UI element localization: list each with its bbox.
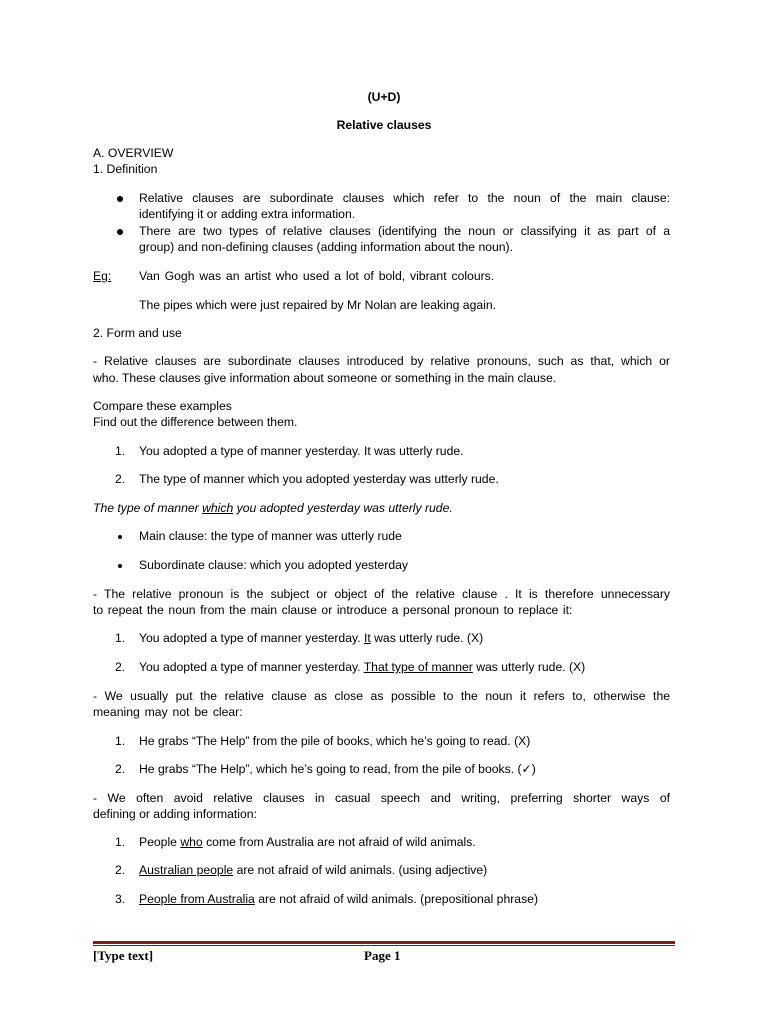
bullet-icon xyxy=(117,196,125,204)
subsection-heading: 2. Form and use xyxy=(93,326,182,340)
list-number: 1. xyxy=(115,631,126,645)
definition-bullet-1-line-1: Relative clauses are subordinate clauses which refer to the noun of the main clause: xyxy=(139,191,670,205)
list-item: You adopted a type of manner yesterday. It was utterly rude. (X) xyxy=(139,631,484,645)
eg-label: Eg: xyxy=(93,269,112,283)
main-clause: Main clause: the type of manner was utterly rude xyxy=(139,529,402,543)
doc-code: (U+D) xyxy=(367,90,401,104)
footer-rule xyxy=(93,941,675,944)
list-number: 2. xyxy=(115,660,126,674)
page-number: Page 1 xyxy=(364,948,401,963)
page-title: Relative clauses xyxy=(336,118,432,132)
pronoun-paragraph-line-1: - The relative pronoun is the subject or object of the relative clause . It is therefore unnecessary xyxy=(93,587,670,601)
definition-bullet-2-line-1: There are two types of relative clauses (identifying the noun or classifying it as part of a xyxy=(139,224,670,238)
subordinate-clause: Subordinate clause: which you adopted yesterday xyxy=(139,558,408,572)
list-number: 2. xyxy=(115,472,126,486)
close-paragraph-line-1: - We usually put the relative clause as close as possible to the noun it refers to, otherwise the xyxy=(93,689,670,703)
list-number: 2. xyxy=(115,762,126,776)
compare-line-1: Compare these examples xyxy=(93,399,232,413)
list-item: People who come from Australia are not afraid of wild animals. xyxy=(139,835,476,849)
list-number: 1. xyxy=(115,835,126,849)
list-item: He grabs “The Help”, which he’s going to read, from the pile of books. (✓) xyxy=(139,762,536,776)
compare-line-2: Find out the difference between them. xyxy=(93,415,298,429)
footer-placeholder: [Type text] xyxy=(93,948,154,963)
close-paragraph-line-2: meaning may not be clear: xyxy=(93,705,243,719)
bullet-icon xyxy=(117,229,125,237)
avoid-paragraph-line-2: defining or adding information: xyxy=(93,807,257,821)
list-number: 1. xyxy=(115,734,126,748)
pronoun-paragraph-line-2: to repeat the noun from the main clause or introduce a personal pronoun to replace it: xyxy=(93,603,573,617)
example-1: Van Gogh was an artist who used a lot of bold, vibrant colours. xyxy=(139,269,495,283)
list-number: 3. xyxy=(115,892,126,906)
italic-example: The type of manner which you adopted yesterday was utterly rude. xyxy=(93,501,453,515)
subsection-heading: 1. Definition xyxy=(93,162,158,176)
list-item: People from Australia are not afraid of wild animals. (prepositional phrase) xyxy=(139,892,539,906)
section-heading: A. OVERVIEW xyxy=(93,146,174,160)
list-item: Australian people are not afraid of wild animals. (using adjective) xyxy=(139,863,488,877)
bullet-icon xyxy=(118,535,122,539)
list-item: The type of manner which you adopted yesterday was utterly rude. xyxy=(139,472,499,486)
form-paragraph-line-2: who. These clauses give information about someone or something in the main clause. xyxy=(93,371,557,385)
bullet-icon xyxy=(118,564,122,568)
avoid-paragraph-line-1: - We often avoid relative clauses in casual speech and writing, preferring shorter ways of xyxy=(93,791,670,805)
list-item: You adopted a type of manner yesterday. That type of manner was utterly rude. (X) xyxy=(139,660,586,674)
footer-rule-thin xyxy=(93,945,675,946)
definition-bullet-2-line-2: group) and non-defining clauses (adding information about the noun). xyxy=(139,240,514,254)
list-item: You adopted a type of manner yesterday. It was utterly rude. xyxy=(139,444,464,458)
example-2: The pipes which were just repaired by Mr Nolan are leaking again. xyxy=(139,298,497,312)
definition-bullet-1-line-2: identifying it or adding extra information. xyxy=(139,207,356,221)
list-number: 1. xyxy=(115,444,126,458)
list-item: He grabs “The Help” from the pile of books, which he’s going to read. (X) xyxy=(139,734,531,748)
form-paragraph-line-1: - Relative clauses are subordinate clauses introduced by relative pronouns, such as that, which or xyxy=(93,354,670,368)
list-number: 2. xyxy=(115,863,126,877)
